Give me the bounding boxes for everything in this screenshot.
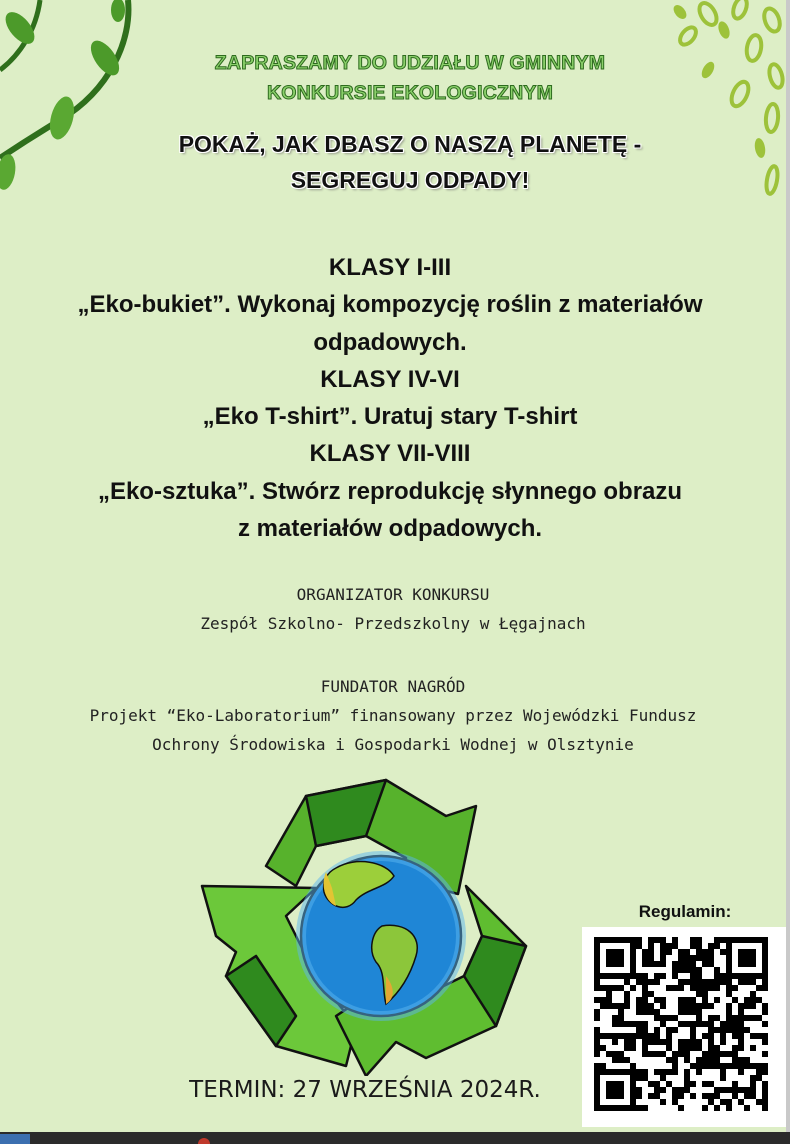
organizer-section xyxy=(0,580,786,638)
recycle-earth-icon xyxy=(196,776,536,1076)
category-task-2: „Eko T-shirt”. Uratuj stary T-shirt xyxy=(202,403,578,431)
sponsor-section xyxy=(0,672,786,759)
deadline-text: TERMIN: 27 WRZEŚNIA 2024R. xyxy=(189,1077,541,1103)
leaf-vine-icon xyxy=(0,0,140,200)
sponsor-line-1: Projekt “Eko-Laboratorium” finansowany przez Wojewódzki Fundusz xyxy=(89,706,697,725)
taskbar-strip xyxy=(0,1132,790,1144)
category-title-3: KLASY VII-VIII xyxy=(309,440,471,468)
slogan xyxy=(130,126,690,198)
taskbar-item xyxy=(198,1138,210,1144)
competition-categories xyxy=(30,249,750,547)
invitation-heading xyxy=(140,48,680,108)
slogan-line-1: POKAŻ, JAK DBASZ O NASZĄ PLANETĘ - xyxy=(178,131,642,157)
qr-finder-pattern xyxy=(597,1072,633,1108)
qr-finder-pattern xyxy=(729,940,765,976)
slogan-line-2: SEGREGUJ ODPADY! xyxy=(290,167,530,193)
category-title-1: KLASY I-III xyxy=(328,254,452,281)
category-task-3b: z materiałów odpadowych. xyxy=(237,515,543,543)
category-title-2: KLASY IV-VI xyxy=(320,365,460,393)
regulations-label: Regulamin: xyxy=(638,902,732,921)
scrollbar-edge xyxy=(786,0,790,1132)
sponsor-line-2: Ochrony Środowiska i Gospodarki Wodnej w Olsztynie xyxy=(152,735,634,754)
sponsor-label: FUNDATOR NAGRÓD xyxy=(320,677,466,696)
invitation-line-1: ZAPRASZAMY DO UDZIAŁU W GMINNYM xyxy=(214,52,606,74)
organizer-name: Zespół Szkolno- Przedszkolny w Łęgajnach xyxy=(200,614,586,633)
qr-code-icon[interactable] xyxy=(582,927,786,1127)
invitation-line-2: KONKURSIE EKOLOGICZNYM xyxy=(266,82,554,104)
category-task-1b: odpadowych. xyxy=(313,328,467,356)
qr-finder-pattern xyxy=(597,940,633,976)
organizer-label: ORGANIZATOR KONKURSU xyxy=(296,585,490,604)
category-task-1a: „Eko-bukiet”. Wykonaj kompozycję roślin z materiałów xyxy=(77,291,703,319)
category-task-3a: „Eko-sztuka”. Stwórz reprodukcję słynnego obrazu xyxy=(97,477,683,505)
taskbar-item xyxy=(0,1134,30,1144)
